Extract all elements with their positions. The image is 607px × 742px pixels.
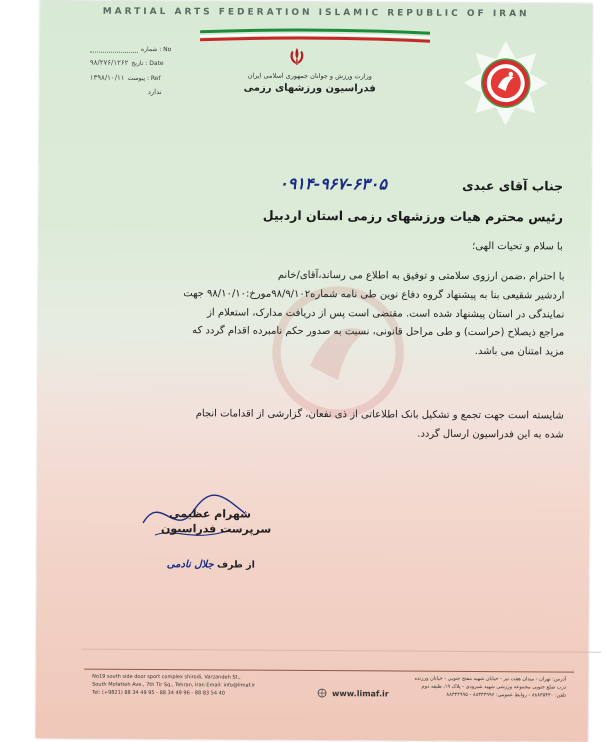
signatory-name: شهرام عظیمی	[169, 507, 251, 521]
letter-number-row	[90, 45, 171, 53]
footer-line-fa: درب ضلع جنوبی مجموعه ورزشی شهید شیرودی - پلاک ۱۹، طبقه دوم	[421, 683, 567, 691]
attachment-value: ندارد	[147, 87, 162, 97]
body-line: با احترام ،ضمن ارزوی سلامتی و توفیق به اطلاع می رساند،آقای/خانم	[277, 269, 565, 283]
letter-attachment-label: پیوست : Ref	[127, 74, 161, 82]
letter-page	[36, 0, 592, 741]
letter-attachment-row	[90, 74, 161, 82]
footer-address-en	[92, 673, 312, 698]
letter-date-value: ۱۳۹۸/۱۰/۱۱	[89, 73, 125, 82]
website-link[interactable]: www.limaf.ir	[332, 689, 389, 699]
footer-line-en: Tel: (+9821) 88 34 49 95 - 88 34 49 96 - 88 83 54 40	[92, 689, 226, 697]
addressee-name: جناب آقای عبدی	[462, 177, 564, 194]
scan-artifact-line	[81, 649, 601, 653]
body-line: اردشیر شقیعی بنا به پیشنهاد گروه دفاع نوین طی نامه شماره۹۸/۹/۱۰۲مورخ:۹۸/۱۰/۱۰ جهت	[183, 287, 565, 302]
greeting-line: با سلام و تحیات الهی؛	[472, 240, 563, 253]
body-line: نمایندگی در استان پیشنهاد شده است. مقتضی است پس از دریافت مدارک، استعلام از	[207, 306, 565, 321]
letter-number-line	[90, 45, 138, 53]
ministry-name: وزارت ورزش و جوانان جمهوری اسلامی ایران	[247, 71, 372, 81]
letter-date-label: تاریخ : Date	[131, 59, 164, 67]
iran-emblem-icon	[286, 46, 308, 68]
letter-ref-value: ۹۸/۲۷۶/۱۲۶۲	[89, 58, 129, 67]
globe-icon	[316, 688, 328, 698]
body-paragraph-2	[98, 405, 564, 445]
signatory-title: سرپرست فدراسیون	[160, 522, 272, 536]
federation-name: فدراسیون ورزشهای رزمی	[243, 82, 376, 95]
signed-on-behalf	[167, 559, 255, 571]
body-line: شایسته است جهت تجمع و تشکیل بانک اطلاعاتی از ذی نفعان، گزارشی از اقدامات انجام	[195, 408, 564, 422]
footer-address-fa	[366, 674, 566, 699]
footer-line-fa: آدرس: تهران - میدان هفت تیر - خیابان شهید مفتح جنوبی - خیابان ورزنده	[414, 675, 567, 683]
attachment-row	[148, 88, 162, 96]
footer-line-en: South Mofatteh Ave., 7th Tir Sq., Tehran, Iran Email: info@limaf.ir	[92, 681, 255, 689]
on-behalf-prefix: از طرف	[216, 559, 255, 571]
letter-date-row	[90, 59, 164, 67]
federation-banner: MARTIAL ARTS FEDERATION ISLAMIC REPUBLIC OF IRAN	[102, 6, 530, 20]
footer-line-en: No19 south side door sport complex shirodi, Varzandeh St.,	[92, 673, 241, 681]
body-line: مراجع ذیصلاح (حراست) و طی مراحل قانونی، نسبت به صدور حکم نامبرده اقدام گردد که	[192, 325, 565, 339]
body-paragraph-1	[98, 266, 565, 363]
federation-logo	[459, 37, 552, 130]
body-line: مزید امتنان می باشد.	[474, 346, 565, 358]
addressee-position: رئیس محترم هیات ورزشهای رزمی استان اردبیل	[262, 207, 563, 225]
handwritten-phone: ۰۹۱۴-۹۶۷-۶۳۰۵	[279, 173, 388, 194]
flag-stripes-graphic	[200, 27, 430, 44]
body-line: شده به این فدراسیون ارسال گردد.	[417, 428, 564, 441]
footer-line-fa: تلفن: ۸۸۸۳۵۴۴۰ - روابط عمومی: ۸۸۳۴۴۹۹۶ - ۸۸۳۴۴۹۹۵	[446, 691, 567, 699]
footer-divider	[84, 669, 574, 673]
on-behalf-name: جلال نادمی	[166, 559, 214, 571]
letter-number-label: شماره : No	[140, 45, 172, 53]
